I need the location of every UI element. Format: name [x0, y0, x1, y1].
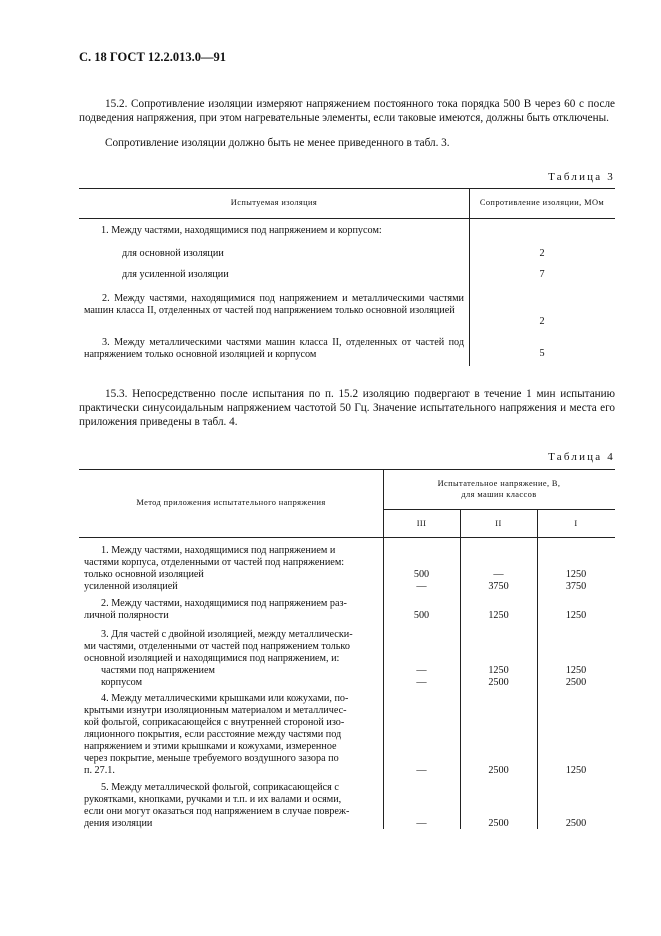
table4-row-4-line-7: п. 27.1. — [84, 765, 115, 776]
table4-row-2-iii: 500 — [413, 610, 430, 621]
table3-row-2-text: для основной изоляции — [122, 248, 224, 259]
table4-col2-header-line1: Испытательное напряжение, В, — [437, 479, 561, 488]
table4-row-3-ii-a: 1250 — [488, 665, 509, 676]
table4-class-iii: III — [416, 519, 427, 528]
table4-row-3-line-3: основной изоляцией и находящимися под напряжением, и: — [84, 653, 340, 664]
table4-row-5-line-2: рукоятками, кнопками, ручками и т.п. и их валами и осями, — [84, 794, 342, 805]
table4-row-1-line-2: частями корпуса, отделенными от частей под напряжением: — [84, 557, 345, 568]
table4-row-1-line-3: только основной изоляцией — [84, 569, 204, 580]
table4-row-3-ii-b: 2500 — [488, 677, 509, 688]
paragraph-15-3-text: 15.3. Непосредственно после испытания по п. 15.2 изоляцию подвергают в течение 1 мин испытанию практически синусоидальным напряжением частотой 50 Гц. Значение испытательного напряжения и места его приложения приведены в табл. 4. — [79, 388, 615, 429]
table4-class-ii: II — [495, 519, 502, 528]
table4-class-i: I — [574, 519, 578, 528]
table4-row-4-iii: — — [416, 765, 427, 776]
table3-row-1-text: 1. Между частями, находящимися под напряжением и корпусом: — [101, 225, 382, 236]
table4-row-3-iii-b: — — [416, 677, 427, 688]
table3-row-4-value: 2 — [539, 316, 545, 327]
table4-row-3-i-b: 2500 — [565, 677, 587, 688]
table4-row-2-i: 1250 — [565, 610, 587, 621]
table4-row-4-line-3: кой фольгой, соприкасающейся с внутренней стороной изо- — [84, 717, 345, 728]
table3-row-4-text: 2. Между частями, находящимися под напряжением и металлическими частями машин класса II, отделенных от частей под напряжением только основной изоляцией — [84, 293, 464, 317]
table4-row-3-line-2: ми частями, отделенными от частей под напряжением только — [84, 641, 350, 652]
table4-row-1-iii-a: 500 — [413, 569, 430, 580]
table4-row-4-line-5: напряжением и этими крышками и кожухами, измеренное — [84, 741, 337, 752]
table4-row-2-ii: 1250 — [488, 610, 509, 621]
table4-row-5-ii: 2500 — [488, 818, 509, 829]
table4-row-5-iii: — — [416, 818, 427, 829]
table4-col2-header-line2: для машин классов — [461, 490, 537, 499]
table4-row-1-i-a: 1250 — [565, 569, 587, 580]
table4-row-1-ii-a: — — [493, 569, 504, 580]
table4-row-1-ii-b: 3750 — [488, 581, 509, 592]
table3-col2-header: Сопротивление изоляции, МОм — [479, 198, 605, 207]
table4-row-4-ii: 2500 — [488, 765, 509, 776]
table4-row-1-iii-b: — — [416, 581, 427, 592]
table4-row-5-line-1: 5. Между металлической фольгой, соприкасающейся с — [101, 782, 339, 793]
paragraph-15-2b — [79, 136, 615, 150]
table4-caption: Таблица 4 — [548, 451, 615, 463]
table4-row-3-line-1: 3. Для частей с двойной изоляцией, между металлически- — [101, 629, 353, 640]
table4-row-4-line-6: через покрытие, меньше требуемого воздушного зазора по — [84, 753, 339, 764]
table4-row-1-line-1: 1. Между частями, находящимися под напряжением и — [101, 545, 336, 556]
table4-row-4-i: 1250 — [565, 765, 587, 776]
table3-row-5-text: 3. Между металлическими частями машин класса II, отделенных от частей под напряжением только основной изоляцией и корпусом — [84, 337, 464, 361]
table4-row-5-line-4: дения изоляции — [84, 818, 153, 829]
page-header: С. 18 ГОСТ 12.2.013.0—91 — [79, 50, 227, 64]
table4-row-3-iii-a: — — [416, 665, 427, 676]
table4-col1-header: Метод приложения испытательного напряжения — [136, 498, 326, 507]
paragraph-15-2 — [79, 97, 615, 125]
table4-subheader-rule — [383, 509, 615, 510]
paragraph-15-2-text: 15.2. Сопротивление изоляции измеряют напряжением постоянного тока порядка 500 В через 60 с после подведения напряжения, при этом нагревательные элементы, если таковые имеются, должны быть отключены. — [79, 98, 615, 125]
table4-row-2-line-2: личной полярности — [84, 610, 169, 621]
table4-row-5-i: 2500 — [565, 818, 587, 829]
table4-row-3-i-a: 1250 — [565, 665, 587, 676]
table4-top-rule — [79, 469, 615, 470]
table4-row-1-line-4: усиленной изоляцией — [84, 581, 178, 592]
table3-caption: Таблица 3 — [548, 171, 615, 183]
table4-row-3-line-4: частями под напряжением — [101, 665, 215, 676]
paragraph-15-2b-text: Сопротивление изоляции должно быть не менее приведенного в табл. 3. — [105, 137, 450, 149]
table3-top-rule — [79, 188, 615, 189]
table3-row-5-value: 5 — [539, 348, 545, 359]
table4-header-rule — [79, 537, 615, 538]
table4-row-3-line-5: корпусом — [101, 677, 143, 688]
table4-row-5-line-3: если они могут оказаться под напряжением в случае повреж- — [84, 806, 350, 817]
table4-row-4-line-1: 4. Между металлическими крышками или кожухами, по- — [101, 693, 349, 704]
table3-row-3-text: для усиленной изоляции — [122, 269, 229, 280]
paragraph-15-3 — [79, 387, 615, 430]
table3-col1-header: Испытуемая изоляция — [230, 198, 318, 207]
table4-row-1-i-b: 3750 — [565, 581, 587, 592]
table3-row-3-value: 7 — [539, 269, 545, 280]
table3-row-2-value: 2 — [539, 248, 545, 259]
table4-row-2-line-1: 2. Между частями, находящимися под напряжением раз- — [101, 598, 347, 609]
table4-row-4-line-2: крытыми изнутри изоляционным материалом и металличес- — [84, 705, 347, 716]
table4-row-4-line-4: ляционного покрытия, если расстояние между частями под — [84, 729, 342, 740]
table3-header-rule — [79, 218, 615, 219]
